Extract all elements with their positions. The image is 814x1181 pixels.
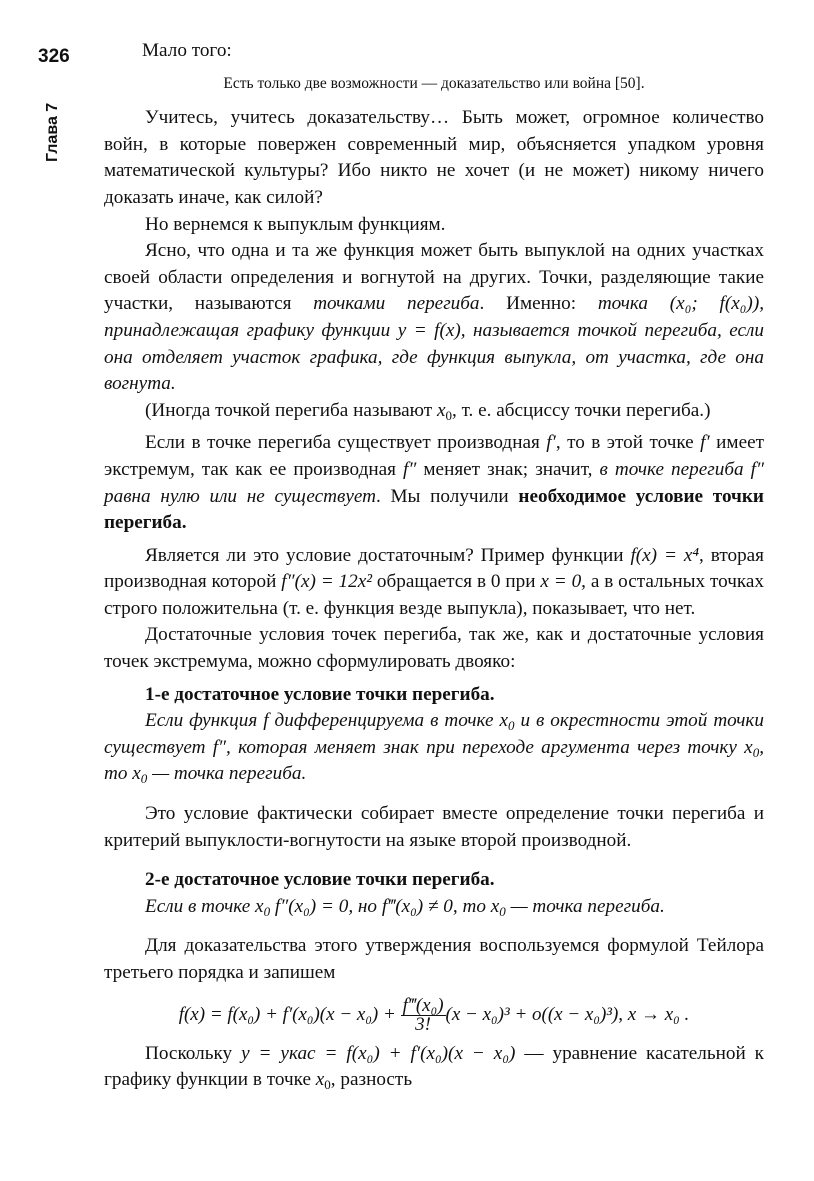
paragraph-8: Это условие фактически собирает вместе определение точки перегиба и критерий выпуклости-вогнутости на языке второй производной.: [104, 803, 764, 851]
paragraph-9: Для доказательства этого утверждения воспользуемся формулой Тейлора третьего порядка и запишем: [104, 935, 764, 983]
paragraph-1: Учитесь, учитесь доказательству… Быть может, огромное количество войн, в которые повержен современный мир, объясняется упадком уровня математической культуры? Ибо никто не хочет (и не может) никому ничего доказать иначе, как силой?: [104, 107, 764, 208]
page-body: [104, 38, 764, 1094]
page-number: 326: [38, 46, 70, 67]
heading-condition-2: 2-е достаточное условие точки перегиба.: [145, 869, 495, 891]
paragraph-4: (Иногда точкой перегиба называют $x_0$, т. е. абсциссу точки перегиба.): [145, 399, 711, 423]
paragraph-3: Ясно, что одна и та же функция может быть выпуклой на одних участках своей области определения и вогнутой на других. Точки, разделяющие такие участки, называются точками перегиба. Именно: точка (x₀; f(x₀)), принадлежащая графику функции y = f(x), называется точкой перегиба, если она отделяет участок графика, где функция выпукла, от участка, где она вогнута.: [104, 240, 765, 395]
theorem-condition-2: Если в точке $x_0$ f″(x₀) = 0, но f‴(x₀) ≠ 0, то $x_0$ — точка перегиба.: [145, 895, 665, 919]
taylor-formula: f(x) = f(x₀) + f′(x₀)(x − x₀) + $\frac{\text{f‴(x₀)}}{3!}$ (x − x₀)³ + o((x − x₀)³), x → x₀ .: [178, 994, 690, 1035]
paragraph-5: Если в точке перегиба существует производная f′, то в этой точке f′ имеет экстремум, так как ее производная f″ меняет знак; значит, в точке перегиба f″ равна нулю или не существует. Мы получили необходимое условие точки перегиба.: [104, 432, 764, 534]
math-yfx: y = f(x): [397, 319, 461, 341]
taylor-fraction: $\frac{\text{f‴(x₀)}}{3!}$: [402, 994, 444, 1035]
paragraph-10: Поскольку y = yкас = f(x₀) + f′(x₀)(x − x₀) — уравнение касательной к графику функции в точке $x_0$, разность: [104, 1042, 764, 1093]
theorem-condition-1: Если функция f дифференцируема в точке $x_0$ и в окрестности этой точки существует f″, которая меняет знак при переходе аргумента через точку $x_0$, то $x_0$ — точка перегиба.: [104, 710, 764, 787]
chapter-label: Глава 7: [44, 102, 61, 162]
heading-condition-1: 1-е достаточное условие точки перегиба.: [145, 683, 495, 705]
paragraph-7: Достаточные условия точек перегиба, так же, как и достаточные условия точек экстремума, можно сформулировать двояко:: [104, 624, 764, 673]
paragraph-2: Но вернемся к выпуклым функциям.: [145, 213, 446, 235]
line-intro: Мало того:: [142, 40, 232, 61]
math-tangent: y = yкас = f(x₀) + f′(x₀)(x − x₀): [241, 1042, 516, 1064]
epigraph-quote: Есть только две возможности — доказательство или война [50].: [223, 74, 645, 92]
paragraph-6: Является ли это условие достаточным? Пример функции f(x) = x⁴, вторая производная которой f″(x) = 12x² обращается в 0 при x = 0, а в остальных точках строго положительна (т. е. функция везде выпукла), показывает, что нет.: [104, 544, 765, 619]
math-point: (x₀; f(x₀)): [669, 293, 760, 315]
